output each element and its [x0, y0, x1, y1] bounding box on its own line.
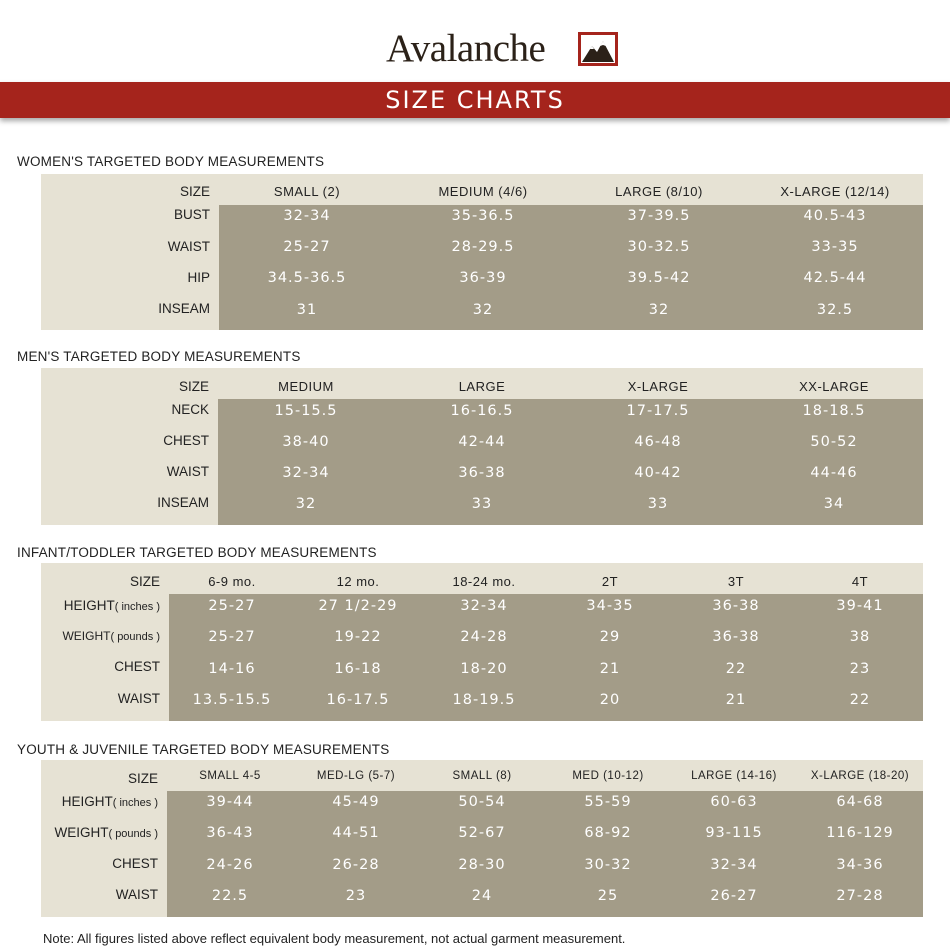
row-label-height: [41, 794, 158, 809]
table-cell: 22.5: [211, 888, 249, 904]
table-cell: 116-129: [826, 825, 894, 841]
size-name: X-LARGE: [810, 770, 865, 782]
row-label-unit: ( inches ): [114, 601, 160, 613]
row-label-neck: NECK: [171, 402, 209, 417]
row-label-unit: ( pounds ): [108, 828, 158, 840]
table-cell: 22: [725, 661, 747, 677]
table-cell: 35-36.5: [451, 208, 515, 224]
size-range: 4-5: [242, 770, 261, 782]
size-name: LARGE: [691, 770, 733, 782]
table-cell: 31: [296, 302, 318, 318]
infant-section-title: INFANT/TODDLER TARGETED BODY MEASUREMENTS: [17, 545, 377, 560]
size-header-label: SIZE: [127, 771, 158, 786]
table-cell: 39.5-42: [627, 270, 691, 286]
table-cell: 32: [295, 496, 317, 512]
row-label-text: WAIST: [115, 887, 158, 902]
table-cell: 39-41: [836, 598, 884, 614]
table-cell: 50-54: [458, 794, 506, 810]
table-cell: 30-32: [584, 857, 632, 873]
row-label-text: WEIGHT: [54, 825, 109, 840]
table-cell: 39-44: [206, 794, 254, 810]
table-cell: 16-18: [334, 661, 382, 677]
size-name: MED-LG: [316, 770, 365, 782]
infant-size-header: 18-24 mo.: [452, 574, 516, 589]
women-section-title: WOMEN'S TARGETED BODY MEASUREMENTS: [17, 154, 325, 169]
table-cell: 26-28: [332, 857, 380, 873]
infant-size-header: 4T: [851, 574, 869, 589]
youth-size-header: [167, 770, 293, 782]
row-label-unit: ( inches ): [112, 797, 158, 809]
table-cell: 36-38: [712, 598, 760, 614]
table-cell: 40-42: [634, 465, 682, 481]
table-cell: 18-20: [460, 661, 508, 677]
men-section-title: MEN'S TARGETED BODY MEASUREMENTS: [17, 349, 301, 364]
table-cell: 68-92: [584, 825, 632, 841]
table-cell: 32.5: [816, 302, 854, 318]
table-cell: 93-115: [705, 825, 763, 841]
table-cell: 32: [648, 302, 670, 318]
row-label-inseam: INSEAM: [158, 301, 210, 316]
row-label-waist: [41, 691, 160, 706]
brand-name: Avalanche: [386, 27, 546, 70]
youth-size-header: [545, 770, 671, 782]
table-cell: 23: [849, 661, 871, 677]
youth-size-header: [671, 770, 797, 782]
row-label-text: HEIGHT: [61, 794, 113, 809]
table-cell: 18-18.5: [802, 403, 866, 419]
men-size-header: MEDIUM: [278, 379, 334, 394]
men-size-header: LARGE: [458, 379, 506, 394]
men-size-header: XX-LARGE: [799, 379, 869, 394]
row-label-weight: [41, 825, 158, 840]
row-label-bust: BUST: [173, 207, 210, 222]
row-label-unit: ( pounds ): [110, 631, 160, 643]
table-cell: 13.5-15.5: [192, 692, 272, 708]
table-cell: 32-34: [460, 598, 508, 614]
row-label-waist: WAIST: [167, 239, 210, 254]
row-label-text: CHEST: [112, 856, 158, 871]
table-cell: 27 1/2-29: [318, 598, 398, 614]
table-cell: 22: [849, 692, 871, 708]
table-cell: 44-46: [810, 465, 858, 481]
row-label-text: WEIGHT: [62, 629, 111, 643]
youth-size-table: [41, 760, 923, 917]
infant-size-table: [41, 563, 923, 721]
table-cell: 52-67: [458, 825, 506, 841]
table-cell: 42-44: [458, 434, 506, 450]
size-range: (5-7): [368, 770, 396, 782]
table-cell: 16-17.5: [326, 692, 390, 708]
size-header-label: SIZE: [179, 184, 210, 199]
women-size-header: LARGE (8/10): [615, 184, 703, 199]
row-label-chest: [41, 659, 160, 674]
table-cell: 23: [345, 888, 367, 904]
table-cell: 25-27: [208, 629, 256, 645]
table-cell: 26-27: [710, 888, 758, 904]
table-cell: 30-32.5: [627, 239, 691, 255]
men-size-header: X-LARGE: [627, 379, 689, 394]
table-cell: 24: [471, 888, 493, 904]
table-cell: 25-27: [208, 598, 256, 614]
size-range: (14-16): [736, 770, 777, 782]
size-name: SMALL: [199, 770, 239, 782]
women-size-header: MEDIUM (4/6): [438, 184, 528, 199]
size-range: (8): [495, 770, 512, 782]
table-cell: 60-63: [710, 794, 758, 810]
infant-size-header: 6-9 mo.: [208, 574, 256, 589]
row-label-height: [41, 598, 160, 613]
row-label-text: CHEST: [114, 659, 160, 674]
table-cell: 36-38: [712, 629, 760, 645]
youth-size-header: [797, 770, 923, 782]
table-cell: 64-68: [836, 794, 884, 810]
table-cell: 34-35: [586, 598, 634, 614]
youth-size-header: [293, 770, 419, 782]
table-cell: 17-17.5: [626, 403, 690, 419]
table-cell: 55-59: [584, 794, 632, 810]
table-cell: 38-40: [282, 434, 330, 450]
table-cell: 33-35: [811, 239, 859, 255]
table-cell: 15-15.5: [274, 403, 338, 419]
table-cell: 34: [823, 496, 845, 512]
row-label-inseam: INSEAM: [157, 495, 209, 510]
size-range: (18-20): [868, 770, 910, 782]
women-size-table: [41, 174, 923, 330]
page-title: SIZE CHARTS: [385, 86, 565, 114]
size-header-label: SIZE: [178, 379, 209, 394]
mountain-icon: [578, 32, 618, 66]
row-label-chest: [41, 856, 158, 871]
size-charts-banner: [0, 82, 950, 118]
table-cell: 32: [472, 302, 494, 318]
row-label-text: HEIGHT: [63, 598, 115, 613]
infant-size-header: 12 mo.: [336, 574, 380, 589]
youth-section-title: YOUTH & JUVENILE TARGETED BODY MEASUREMENTS: [17, 742, 390, 757]
table-cell: 50-52: [810, 434, 858, 450]
women-size-header: SMALL (2): [273, 184, 341, 199]
table-cell: 19-22: [334, 629, 382, 645]
size-name: SMALL: [452, 770, 493, 782]
table-cell: 21: [599, 661, 621, 677]
infant-size-header: 2T: [601, 574, 619, 589]
size-range: (10-12): [603, 770, 644, 782]
row-label-text: WAIST: [117, 691, 160, 706]
table-cell: 21: [725, 692, 747, 708]
table-cell: 34.5-36.5: [267, 270, 347, 286]
table-cell: 16-16.5: [450, 403, 514, 419]
row-label-waist: [41, 887, 158, 902]
table-cell: 44-51: [332, 825, 380, 841]
table-cell: 29: [599, 629, 621, 645]
row-label-chest: CHEST: [163, 433, 209, 448]
table-cell: 33: [647, 496, 669, 512]
table-cell: 36-39: [459, 270, 507, 286]
table-cell: 14-16: [208, 661, 256, 677]
table-cell: 25: [597, 888, 619, 904]
table-cell: 42.5-44: [803, 270, 867, 286]
table-cell: 45-49: [332, 794, 380, 810]
table-cell: 36-38: [458, 465, 506, 481]
size-header-label: SIZE: [129, 574, 160, 589]
footnote: Note: All figures listed above reflect equivalent body measurement, not actual garment measurement.: [43, 931, 626, 946]
infant-size-header: 3T: [727, 574, 745, 589]
table-cell: 25-27: [283, 239, 331, 255]
youth-size-header: [419, 770, 545, 782]
table-cell: 40.5-43: [803, 208, 867, 224]
table-cell: 27-28: [836, 888, 884, 904]
table-cell: 18-19.5: [452, 692, 516, 708]
table-cell: 28-30: [458, 857, 506, 873]
men-size-table: [41, 368, 923, 525]
table-cell: 28-29.5: [451, 239, 515, 255]
brand-logo: [0, 26, 950, 72]
table-cell: 32-34: [710, 857, 758, 873]
table-cell: 20: [599, 692, 621, 708]
table-cell: 32-34: [282, 465, 330, 481]
table-cell: 46-48: [634, 434, 682, 450]
women-size-header: X-LARGE (12/14): [780, 184, 890, 199]
table-cell: 38: [849, 629, 871, 645]
table-cell: 36-43: [206, 825, 254, 841]
row-label-weight: [41, 629, 160, 643]
row-label-waist: WAIST: [166, 464, 209, 479]
table-cell: 32-34: [283, 208, 331, 224]
table-cell: 34-36: [836, 857, 884, 873]
table-cell: 33: [471, 496, 493, 512]
table-cell: 37-39.5: [627, 208, 691, 224]
table-cell: 24-26: [206, 857, 254, 873]
row-label-hip: HIP: [187, 270, 210, 285]
table-cell: 24-28: [460, 629, 508, 645]
size-name: MED: [572, 770, 600, 782]
